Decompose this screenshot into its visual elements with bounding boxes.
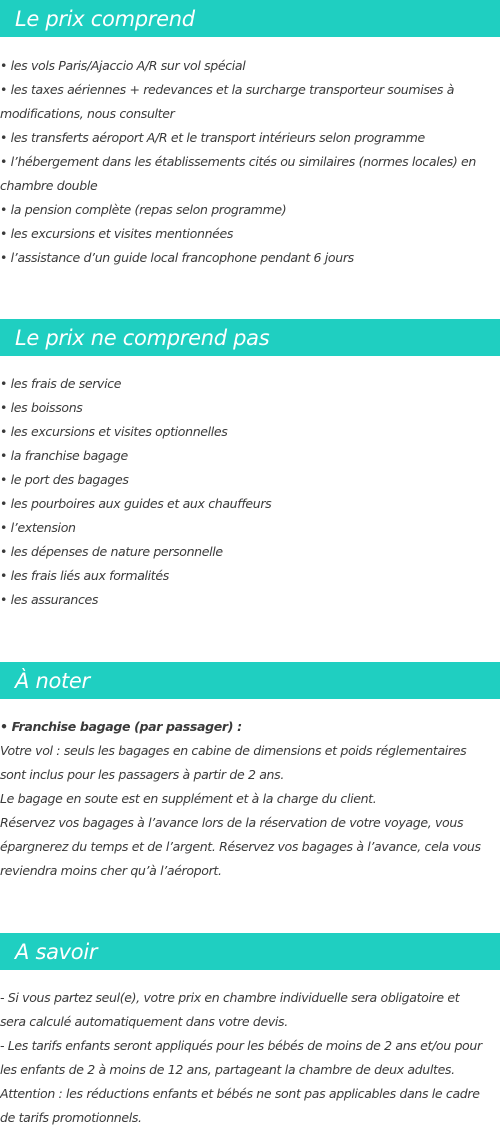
section-prix-comprend [0, 0, 500, 270]
section-title: Le prix comprend [15, 6, 195, 31]
subheading: • Franchise bagage (par passager) : [0, 719, 242, 734]
section-body [0, 372, 500, 612]
paragraph-line: - Les tarifs enfants seront appliqués pour les bébés de moins de 2 ans et/ou pour [0, 1038, 482, 1053]
section-a-savoir [0, 933, 500, 1130]
list-item: • les pourboires aux guides et aux chauffeurs [0, 496, 272, 511]
paragraph-line: Votre vol : seuls les bagages en cabine de dimensions et poids réglementaires [0, 743, 467, 758]
section-body [0, 54, 500, 270]
list-item: • les taxes aériennes + redevances et la surcharge transporteur soumises à [0, 82, 455, 97]
section-header [0, 0, 500, 37]
list-item: • les boissons [0, 400, 83, 415]
list-item-continuation: chambre double [0, 178, 98, 193]
paragraph-line: épargnerez du temps et de l’argent. Réservez vos bagages à l’avance, cela vous [0, 839, 481, 854]
list-item: • les transferts aéroport A/R et le transport intérieurs selon programme [0, 130, 425, 145]
list-item: • la pension complète (repas selon programme) [0, 202, 287, 217]
list-item-continuation: modifications, nous consulter [0, 106, 175, 121]
list-item: • les frais liés aux formalités [0, 568, 169, 583]
section-header [0, 662, 500, 699]
paragraph-line: reviendra moins cher qu’à l’aéroport. [0, 863, 222, 878]
list-item: • la franchise bagage [0, 448, 128, 463]
list-item: • les vols Paris/Ajaccio A/R sur vol spécial [0, 58, 246, 73]
section-prix-ne-comprend-pas [0, 319, 500, 612]
section-body [0, 986, 500, 1130]
list-item: • l’extension [0, 520, 76, 535]
list-item: • l’assistance d’un guide local francophone pendant 6 jours [0, 250, 354, 265]
section-title: Le prix ne comprend pas [15, 325, 270, 350]
section-header [0, 933, 500, 970]
list-item: • l’hébergement dans les établissements cités ou similaires (normes locales) en [0, 154, 476, 169]
list-item: • les excursions et visites mentionnées [0, 226, 234, 241]
section-body [0, 715, 500, 883]
section-title: À noter [15, 668, 90, 693]
list-item: • les frais de service [0, 376, 122, 391]
list-item: • les dépenses de nature personnelle [0, 544, 223, 559]
section-a-noter [0, 662, 500, 883]
paragraph-line: de tarifs promotionnels. [0, 1110, 142, 1125]
paragraph-line: sont inclus pour les passagers à partir de 2 ans. [0, 767, 284, 782]
paragraph-line: - Si vous partez seul(e), votre prix en chambre individuelle sera obligatoire et [0, 990, 460, 1005]
list-item: • le port des bagages [0, 472, 129, 487]
paragraph-line: Attention : les réductions enfants et bébés ne sont pas applicables dans le cadre [0, 1086, 480, 1101]
paragraph-line: les enfants de 2 à moins de 12 ans, partageant la chambre de deux adultes. [0, 1062, 455, 1077]
section-header [0, 319, 500, 356]
paragraph-line: sera calculé automatiquement dans votre devis. [0, 1014, 288, 1029]
paragraph-line: Réservez vos bagages à l’avance lors de la réservation de votre voyage, vous [0, 815, 464, 830]
list-item: • les excursions et visites optionnelles [0, 424, 228, 439]
paragraph-line: Le bagage en soute est en supplément et à la charge du client. [0, 791, 377, 806]
section-title: A savoir [15, 939, 98, 964]
list-item: • les assurances [0, 592, 99, 607]
